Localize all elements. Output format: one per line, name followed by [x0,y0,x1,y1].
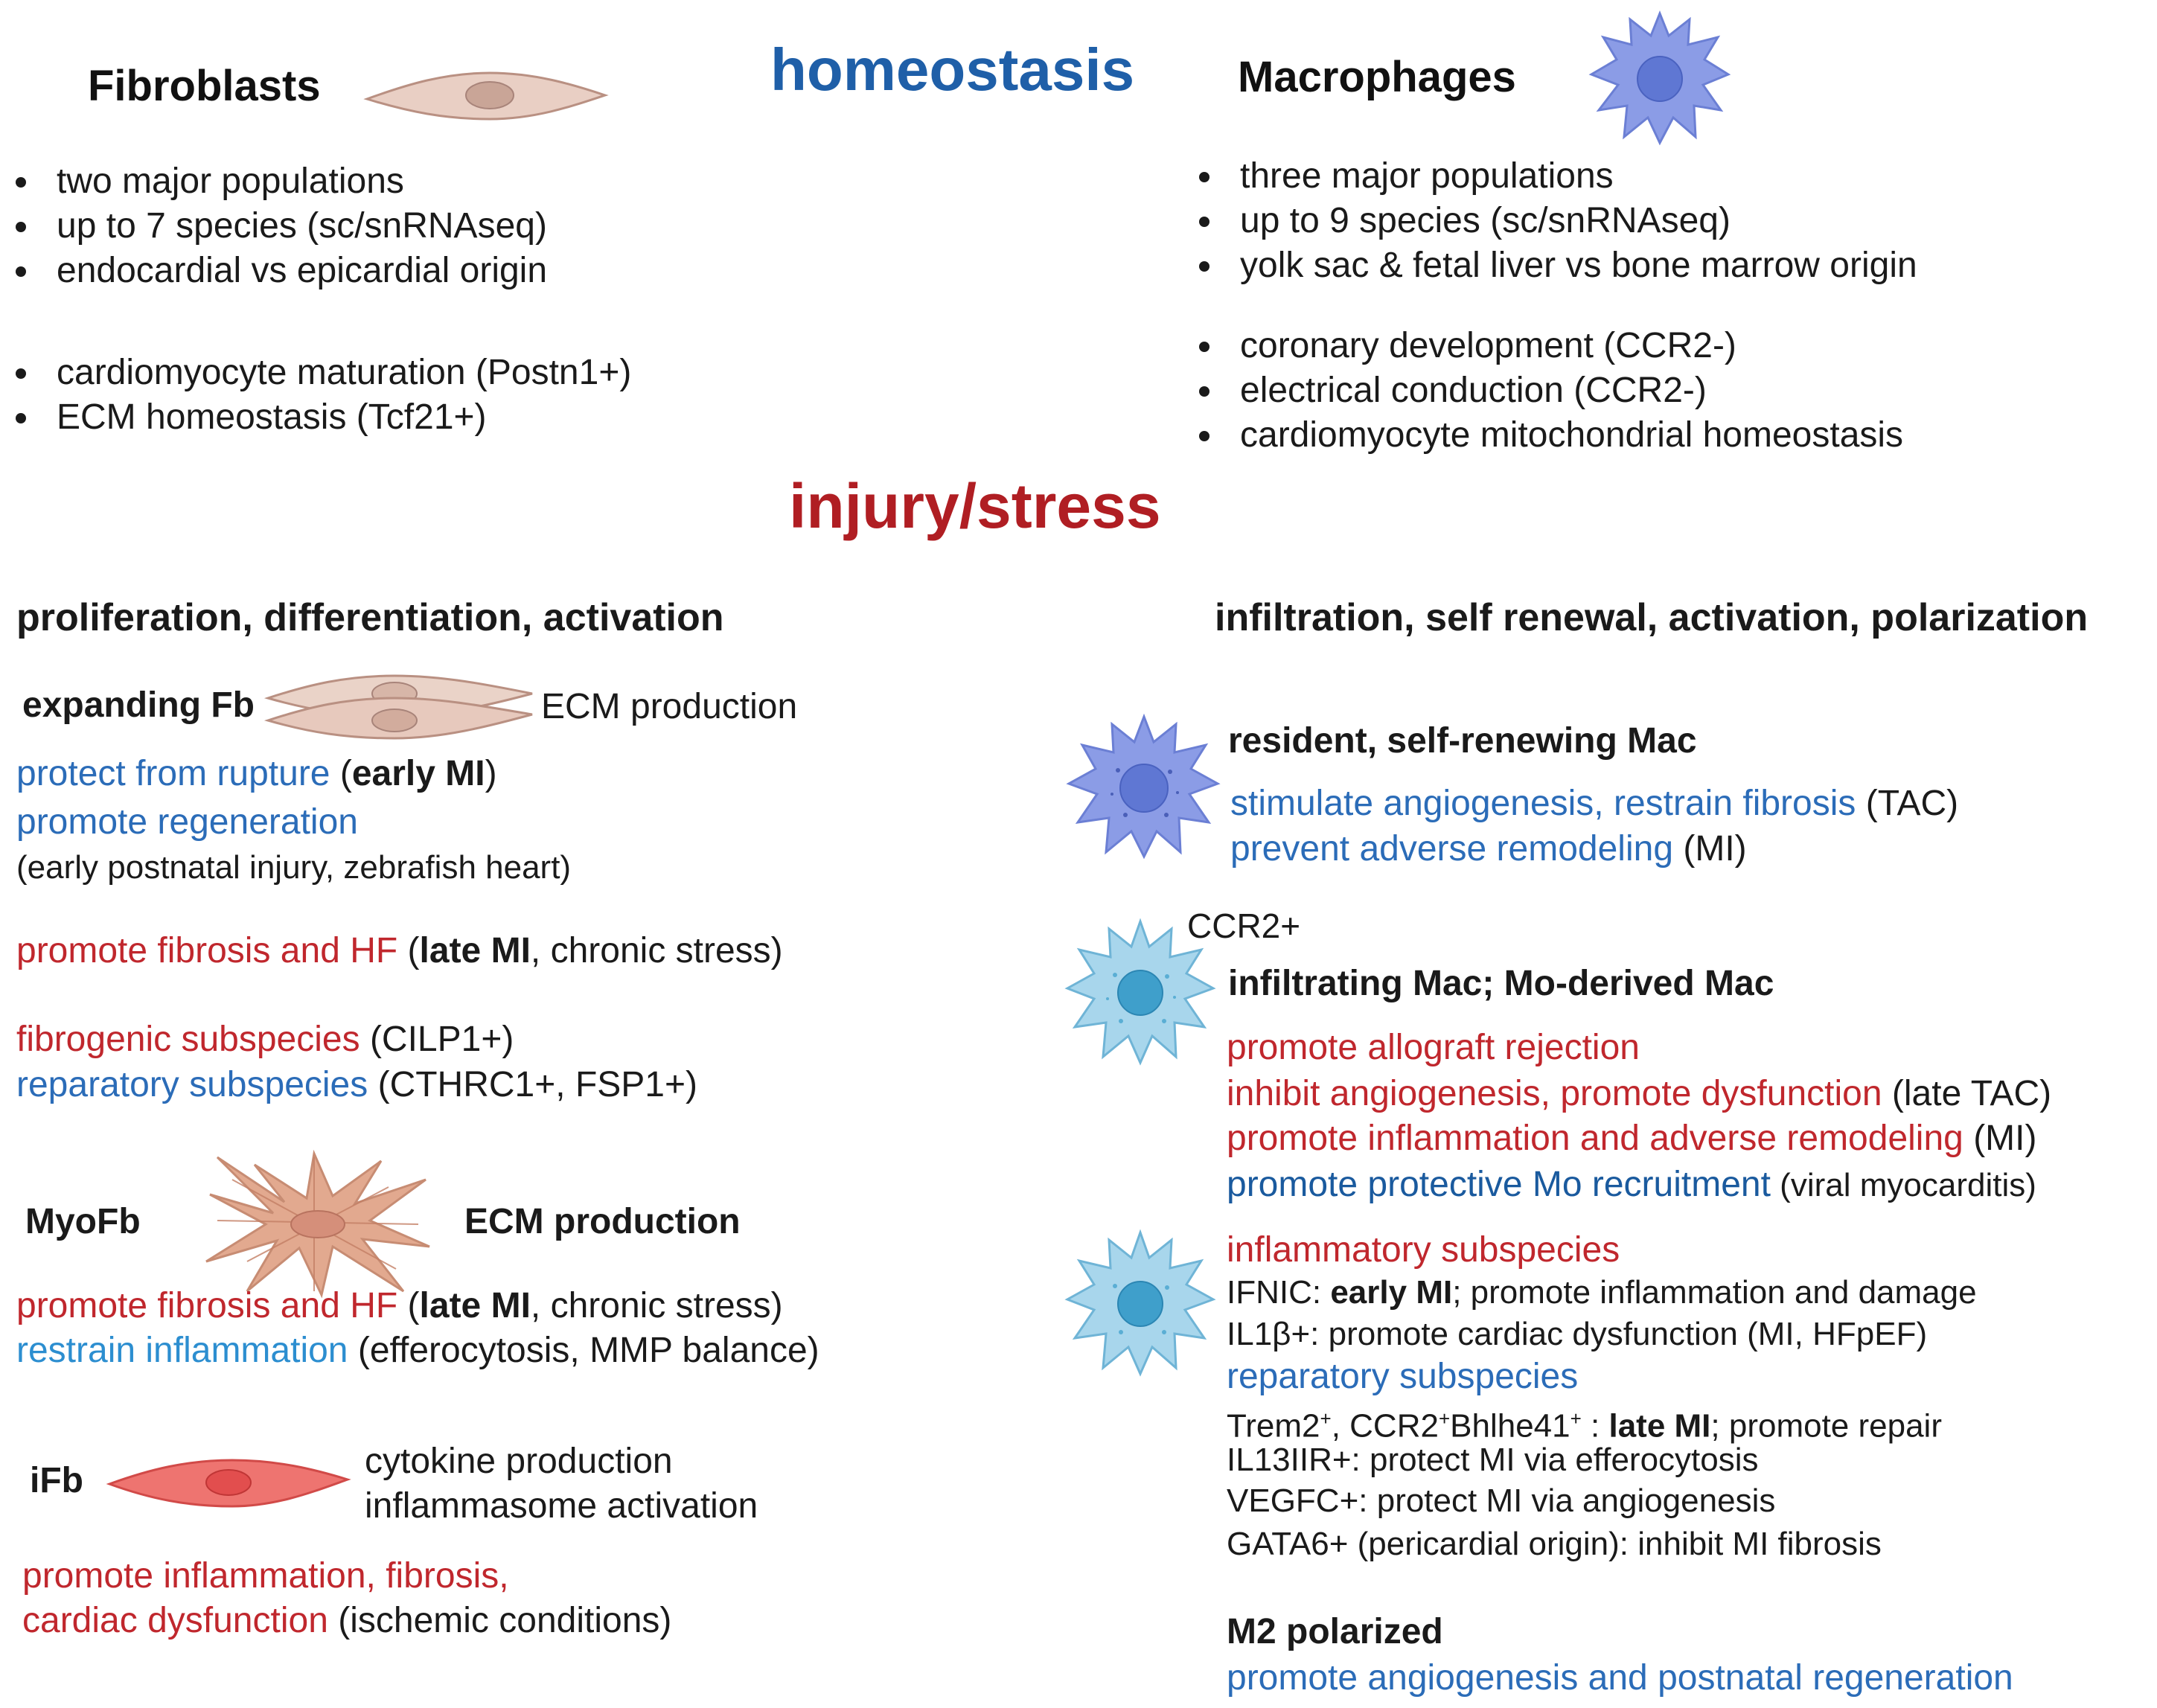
inflammatory-subspecies-heading: inflammatory subspecies [1227,1230,1620,1270]
list-item: • cardiomyocyte maturation (Postn1+) [42,351,631,395]
ifb-function-1: cytokine production [365,1442,673,1481]
myofb-effect-restrain: restrain inflammation [16,1331,348,1370]
ifnic-line [1227,1272,1977,1314]
list-item: • three major populations [1225,154,1917,199]
paren: ( [397,1286,420,1325]
resident-mac-label: resident, self-renewing Mac [1228,721,1697,761]
ifb-effect-line-1: promote inflammation, fibrosis, [22,1556,509,1596]
list-item: • endocardial vs epicardial origin [42,249,547,293]
list-item: • ECM homeostasis (Tcf21+) [42,395,631,440]
late-mi: late MI [419,931,531,970]
colon: : [1581,1407,1609,1445]
m2-polarized-label: M2 polarized [1227,1612,1443,1651]
il1b-line: IL1β+: promote cardiac dysfunction (MI, HFpEF) [1227,1316,1928,1352]
sup: + [1438,1407,1451,1430]
paren-rest: (MI) [1963,1119,2037,1158]
homeostasis-title: homeostasis [770,36,1135,103]
resident-mac-effect-angiogenesis: stimulate angiogenesis, restrain fibrosis [1230,784,1856,823]
ifb-label: iFb [30,1461,83,1500]
sup: + [1570,1407,1582,1430]
macrophages-heading: Macrophages [1238,53,1516,101]
infiltrating-mac-effect-angiogenesis: inhibit angiogenesis, promote dysfunction [1227,1074,1882,1113]
ifnic-prefix: IFNIC: [1227,1274,1331,1311]
late-mi: late MI [419,1286,531,1325]
reparatory-subspecies: reparatory subspecies [16,1065,368,1104]
bhlhe41: Bhlhe41 [1450,1407,1570,1445]
infiltrating-mac-effect-allograft: promote allograft rejection [1227,1028,1640,1067]
resident-mac-line-1 [1230,781,1958,826]
list-item: • up to 7 species (sc/snRNAseq) [42,204,547,249]
macrophage-injury-heading: infiltration, self renewal, activation, polarization [1215,596,2089,639]
ifb-function-2: inflammasome activation [365,1486,758,1526]
paren-rest: (late TAC) [1882,1074,2052,1113]
myofb-line-2 [16,1328,819,1373]
injury-stress-title: injury/stress [789,471,1161,541]
expanding-fb-label: expanding Fb [22,685,255,725]
macrophage-icon [1585,6,1734,147]
inflammatory-fibroblast-icon [106,1453,351,1512]
late-mi: late MI [1608,1407,1711,1445]
myofb-effect-fibrosis: promote fibrosis and HF [16,1286,398,1325]
myofb-ecm: ECM production [464,1202,741,1241]
expanding-fb-line-6 [16,1063,697,1107]
expanding-fb-ecm: ECM production [541,687,798,726]
expanding-fb-note: (early postnatal injury, zebrafish heart) [16,849,572,886]
subspecies-macrophage-icon [1066,1228,1215,1377]
paren-rest: (efferocytosis, MMP balance) [348,1331,819,1370]
resident-mac-line-2 [1230,827,1747,871]
macrophage-homeostasis-list-2 [1183,324,1903,458]
paren: ) [485,754,497,793]
myofb-line-1 [16,1284,783,1328]
expanding-fb-effect-regeneration: promote regeneration [16,802,358,842]
list-item: • coronary development (CCR2-) [1225,324,1903,368]
expanding-fb-line-5 [16,1017,514,1062]
expanding-fb-effect-fibrosis: promote fibrosis and HF [16,931,398,970]
paren-rest: , chronic stress) [530,1286,783,1325]
paren-rest: (MI) [1673,829,1747,869]
vegfc-line: VEGFC+: protect MI via angiogenesis [1227,1482,1776,1519]
ccr2-marker: CCR2+ [1187,906,1301,945]
ifnic-rest: ; promote inflammation and damage [1452,1274,1977,1311]
myofb-label: MyoFb [25,1202,141,1241]
infiltrating-macrophage-icon [1066,917,1215,1066]
paren-rest: , chronic stress) [530,931,783,970]
sup: + [1320,1407,1332,1430]
paren-rest: (viral myocarditis) [1770,1167,2036,1203]
trem2: Trem2 [1227,1407,1320,1445]
infiltrating-mac-effect-inflammation: promote inflammation and adverse remodeling [1227,1119,1963,1158]
fibroblast-cell-icon [363,65,609,125]
list-item: • cardiomyocyte mitochondrial homeostasis [1225,413,1903,458]
ccr2: , CCR2 [1331,1407,1439,1445]
m2-effect: promote angiogenesis and postnatal regeneration [1227,1658,2013,1698]
reparatory-subspecies-heading: reparatory subspecies [1227,1357,1579,1396]
fibroblast-injury-heading: proliferation, differentiation, activation [16,596,724,639]
fibroblasts-heading: Fibroblasts [88,62,321,110]
fibroblast-homeostasis-list-1 [0,159,547,293]
early-mi: early MI [1330,1274,1453,1311]
infiltrating-mac-line-3 [1227,1116,2036,1161]
list-item: • two major populations [42,159,547,204]
ifb-line-2 [22,1599,671,1643]
macrophage-homeostasis-list-1 [1183,154,1917,288]
infiltrating-mac-label: infiltrating Mac; Mo-derived Mac [1228,964,1774,1003]
paren-rest: (TAC) [1856,784,1959,823]
marker: (CILP1+) [360,1020,514,1059]
paren: ( [330,754,352,793]
fibroblast-homeostasis-list-2 [0,351,631,440]
expanding-fb-line-4 [16,929,783,973]
expanding-fibroblast-icon [264,670,536,744]
early-mi: early MI [351,754,485,793]
gata6-line: GATA6+ (pericardial origin): inhibit MI fibrosis [1227,1526,1882,1562]
list-item: • up to 9 species (sc/snRNAseq) [1225,199,1917,243]
infiltrating-mac-line-4 [1227,1162,2036,1208]
paren: ( [397,931,420,970]
trem2-rest: ; promote repair [1710,1407,1942,1445]
expanding-fb-effect-protect: protect from rupture [16,754,330,793]
list-item: • electrical conduction (CCR2-) [1225,368,1903,413]
ifb-effect-dysfunction: cardiac dysfunction [22,1601,328,1640]
expanding-fb-line-1 [16,752,497,796]
il13-line: IL13IIR+: protect MI via efferocytosis [1227,1442,1759,1478]
infiltrating-mac-effect-recruitment: promote protective Mo recruitment [1227,1165,1771,1204]
myofibroblast-icon [202,1150,433,1299]
fibrogenic-subspecies: fibrogenic subspecies [16,1020,360,1059]
resident-mac-effect-remodeling: prevent adverse remodeling [1230,829,1674,869]
list-item: • yolk sac & fetal liver vs bone marrow origin [1225,243,1917,288]
infiltrating-mac-line-2 [1227,1072,2051,1116]
resident-macrophage-icon [1066,711,1222,860]
marker: (CTHRC1+, FSP1+) [368,1065,698,1104]
paren-rest: (ischemic conditions) [327,1601,672,1640]
